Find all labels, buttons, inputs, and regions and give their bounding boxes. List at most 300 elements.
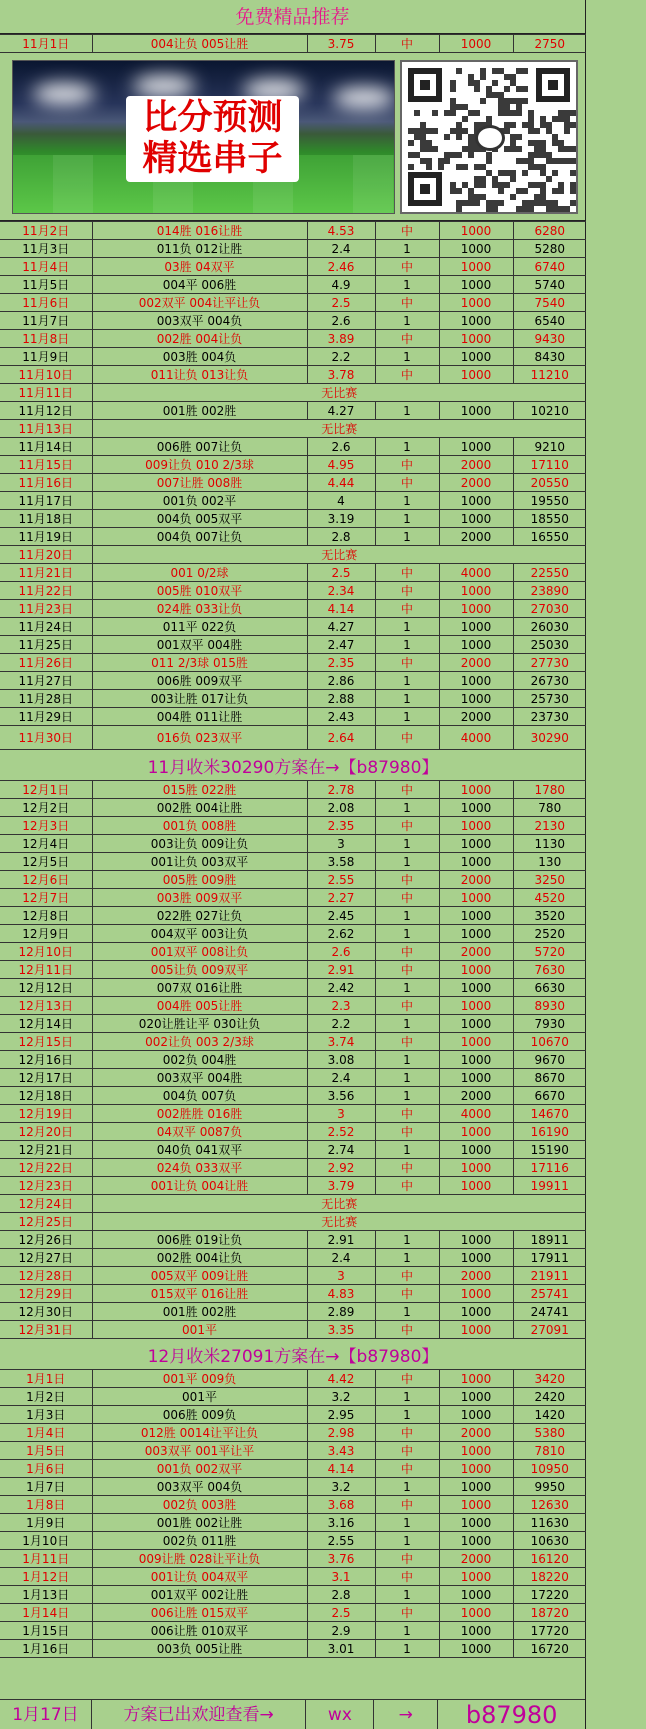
- odds-cell: 2.98: [307, 1424, 375, 1442]
- pick-cell: 001平 009负: [92, 1370, 307, 1388]
- total-cell: 10950: [513, 1460, 586, 1478]
- result-cell: 中: [375, 1123, 439, 1141]
- result-cell: 1: [375, 1406, 439, 1424]
- table-row: [0, 240, 586, 258]
- stake-cell: 1000: [439, 1460, 513, 1478]
- odds-cell: 2.4: [307, 1249, 375, 1267]
- odds-cell: 2.92: [307, 1159, 375, 1177]
- table-row: [0, 402, 586, 420]
- stake-cell: 1000: [439, 330, 513, 348]
- date-cell: 1月7日: [0, 1478, 92, 1496]
- date-cell: 11月3日: [0, 240, 92, 258]
- date-cell: 12月18日: [0, 1087, 92, 1105]
- result-cell: 1: [375, 1141, 439, 1159]
- result-cell: 中: [375, 961, 439, 979]
- table-row: [0, 1285, 586, 1303]
- pick-cell: 003胜 004负: [92, 348, 307, 366]
- stake-cell: 1000: [439, 1285, 513, 1303]
- odds-cell: 3.08: [307, 1051, 375, 1069]
- odds-cell: 2.6: [307, 438, 375, 456]
- stake-cell: 1000: [439, 1321, 513, 1339]
- total-cell: 8930: [513, 997, 586, 1015]
- date-cell: 1月13日: [0, 1586, 92, 1604]
- pick-cell: 024胜 033让负: [92, 600, 307, 618]
- odds-cell: 3.75: [307, 35, 375, 53]
- pick-cell: 001双平 002让胜: [92, 1586, 307, 1604]
- table-row: [0, 1478, 586, 1496]
- stake-cell: 1000: [439, 1604, 513, 1622]
- stake-cell: 1000: [439, 781, 513, 799]
- promo-banner: [0, 53, 585, 221]
- odds-cell: 2.6: [307, 943, 375, 961]
- date-cell: 12月5日: [0, 853, 92, 871]
- date-cell: 12月12日: [0, 979, 92, 997]
- result-cell: 中: [375, 1496, 439, 1514]
- banner-text-2: 精选串子: [142, 139, 283, 179]
- odds-cell: 4.27: [307, 618, 375, 636]
- odds-cell: 3.16: [307, 1514, 375, 1532]
- pick-cell: 003负 005让胜: [92, 1640, 307, 1658]
- pick-cell: 003双平 004负: [92, 1478, 307, 1496]
- odds-cell: 2.64: [307, 726, 375, 750]
- date-cell: 11月19日: [0, 528, 92, 546]
- date-cell: 1月2日: [0, 1388, 92, 1406]
- result-cell: 1: [375, 907, 439, 925]
- pick-cell: 007让胜 008胜: [92, 474, 307, 492]
- total-cell: 26730: [513, 672, 586, 690]
- pick-cell: 03胜 04双平: [92, 258, 307, 276]
- odds-cell: 4.14: [307, 600, 375, 618]
- pick-cell: 016负 023双平: [92, 726, 307, 750]
- table-row: [0, 1159, 586, 1177]
- pick-cell: 009让负 010 2/3球: [92, 456, 307, 474]
- date-cell: 11月26日: [0, 654, 92, 672]
- table-row: [0, 726, 586, 750]
- odds-cell: 2.34: [307, 582, 375, 600]
- pick-cell: 003双平 001平让平: [92, 1442, 307, 1460]
- result-cell: 中: [375, 1550, 439, 1568]
- date-cell: 11月5日: [0, 276, 92, 294]
- table-row: [0, 420, 586, 438]
- odds-cell: 2.62: [307, 925, 375, 943]
- result-cell: 1: [375, 1622, 439, 1640]
- result-cell: 中: [375, 564, 439, 582]
- pick-cell: 006胜 009双平: [92, 672, 307, 690]
- total-cell: 10210: [513, 402, 586, 420]
- total-cell: 25741: [513, 1285, 586, 1303]
- stake-cell: 1000: [439, 1442, 513, 1460]
- table-row: [0, 1406, 586, 1424]
- date-cell: 11月24日: [0, 618, 92, 636]
- date-cell: 1月4日: [0, 1424, 92, 1442]
- date-cell: 12月16日: [0, 1051, 92, 1069]
- stake-cell: 2000: [439, 943, 513, 961]
- table-row: [0, 817, 586, 835]
- table-row: [0, 853, 586, 871]
- total-cell: 27730: [513, 654, 586, 672]
- stake-cell: 1000: [439, 1406, 513, 1424]
- footer-text: 方案已出欢迎查看→: [92, 1700, 307, 1729]
- table-row: [0, 997, 586, 1015]
- odds-cell: 2.43: [307, 708, 375, 726]
- odds-cell: 2.42: [307, 979, 375, 997]
- stake-cell: 1000: [439, 1586, 513, 1604]
- odds-cell: 2.47: [307, 636, 375, 654]
- no-match-cell: 无比赛: [92, 1213, 586, 1231]
- total-cell: 8430: [513, 348, 586, 366]
- total-cell: 17720: [513, 1622, 586, 1640]
- table-row: [0, 799, 586, 817]
- pick-cell: 001双平 008让负: [92, 943, 307, 961]
- total-cell: 5720: [513, 943, 586, 961]
- result-cell: 1: [375, 1586, 439, 1604]
- pick-cell: 006让胜 010双平: [92, 1622, 307, 1640]
- date-cell: 12月3日: [0, 817, 92, 835]
- odds-cell: 2.5: [307, 1604, 375, 1622]
- total-cell: 19550: [513, 492, 586, 510]
- total-cell: 18220: [513, 1568, 586, 1586]
- date-cell: 1月11日: [0, 1550, 92, 1568]
- table-row: [0, 672, 586, 690]
- pick-cell: 001胜 002胜: [92, 402, 307, 420]
- table-row: [0, 889, 586, 907]
- total-cell: 5280: [513, 240, 586, 258]
- stake-cell: 1000: [439, 1123, 513, 1141]
- stake-cell: 1000: [439, 889, 513, 907]
- pick-cell: 001负 008胜: [92, 817, 307, 835]
- table-row: [0, 1496, 586, 1514]
- date-cell: 11月2日: [0, 222, 92, 240]
- total-cell: 17110: [513, 456, 586, 474]
- odds-cell: 2.5: [307, 294, 375, 312]
- result-cell: 中: [375, 1105, 439, 1123]
- result-cell: 中: [375, 222, 439, 240]
- table-row: [0, 1388, 586, 1406]
- pick-cell: 001 0/2球: [92, 564, 307, 582]
- total-cell: 11210: [513, 366, 586, 384]
- result-cell: 中: [375, 1033, 439, 1051]
- odds-cell: 2.4: [307, 240, 375, 258]
- odds-cell: 3.76: [307, 1550, 375, 1568]
- date-cell: 11月21日: [0, 564, 92, 582]
- odds-cell: 3.68: [307, 1496, 375, 1514]
- stake-cell: 1000: [439, 348, 513, 366]
- pick-cell: 002负 003胜: [92, 1496, 307, 1514]
- total-cell: 27030: [513, 600, 586, 618]
- date-cell: 12月28日: [0, 1267, 92, 1285]
- pick-cell: 005双平 009让胜: [92, 1267, 307, 1285]
- result-cell: 中: [375, 582, 439, 600]
- date-cell: 12月9日: [0, 925, 92, 943]
- result-cell: 1: [375, 1514, 439, 1532]
- result-cell: 中: [375, 1321, 439, 1339]
- pick-cell: 015胜 022胜: [92, 781, 307, 799]
- total-cell: 5740: [513, 276, 586, 294]
- odds-cell: 2.6: [307, 312, 375, 330]
- date-cell: 11月9日: [0, 348, 92, 366]
- pick-cell: 024负 033双平: [92, 1159, 307, 1177]
- date-cell: 1月9日: [0, 1514, 92, 1532]
- stake-cell: 1000: [439, 276, 513, 294]
- total-cell: 6630: [513, 979, 586, 997]
- date-cell: 12月20日: [0, 1123, 92, 1141]
- date-cell: 11月13日: [0, 420, 92, 438]
- stake-cell: 1000: [439, 258, 513, 276]
- date-cell: 11月20日: [0, 546, 92, 564]
- result-cell: 中: [375, 781, 439, 799]
- odds-cell: 2.35: [307, 817, 375, 835]
- table-row: [0, 222, 586, 240]
- total-cell: 7540: [513, 294, 586, 312]
- total-cell: 27091: [513, 1321, 586, 1339]
- result-cell: 1: [375, 312, 439, 330]
- odds-cell: 3.19: [307, 510, 375, 528]
- result-cell: 1: [375, 492, 439, 510]
- pick-cell: 002负 011胜: [92, 1532, 307, 1550]
- result-cell: 1: [375, 276, 439, 294]
- pick-cell: 015双平 016让胜: [92, 1285, 307, 1303]
- table-row: [0, 1069, 586, 1087]
- total-cell: 3250: [513, 871, 586, 889]
- stake-cell: 1000: [439, 997, 513, 1015]
- odds-cell: 4.44: [307, 474, 375, 492]
- odds-cell: 4.53: [307, 222, 375, 240]
- stake-cell: 2000: [439, 871, 513, 889]
- result-cell: 中: [375, 726, 439, 750]
- table-row: [0, 1321, 586, 1339]
- result-cell: 中: [375, 1159, 439, 1177]
- pick-cell: 011 2/3球 015胜: [92, 654, 307, 672]
- table-row: [0, 1177, 586, 1195]
- table-row: [0, 1303, 586, 1321]
- pick-cell: 04双平 0087负: [92, 1123, 307, 1141]
- stake-cell: 1000: [439, 1622, 513, 1640]
- date-cell: 1月14日: [0, 1604, 92, 1622]
- november-summary: 11月收米30290方案在→【b87980】: [0, 750, 586, 781]
- total-cell: 23890: [513, 582, 586, 600]
- total-cell: 12630: [513, 1496, 586, 1514]
- stake-cell: 1000: [439, 366, 513, 384]
- odds-cell: 2.89: [307, 1303, 375, 1321]
- pick-cell: 003胜 009双平: [92, 889, 307, 907]
- table-row: [0, 1033, 586, 1051]
- total-cell: 19911: [513, 1177, 586, 1195]
- table-row: [0, 35, 586, 53]
- pick-cell: 002胜 004让胜: [92, 799, 307, 817]
- table-row: [0, 1586, 586, 1604]
- date-cell: 1月12日: [0, 1568, 92, 1586]
- stake-cell: 1000: [439, 1478, 513, 1496]
- footer-arrow: →: [374, 1700, 438, 1729]
- pick-cell: 001平: [92, 1321, 307, 1339]
- date-cell: 1月3日: [0, 1406, 92, 1424]
- table-row: [0, 1640, 586, 1658]
- date-cell: 11月14日: [0, 438, 92, 456]
- odds-cell: 3.01: [307, 1640, 375, 1658]
- stake-cell: 1000: [439, 35, 513, 53]
- stake-cell: 1000: [439, 1640, 513, 1658]
- stake-cell: 1000: [439, 1141, 513, 1159]
- result-cell: 中: [375, 1568, 439, 1586]
- pick-cell: 003让胜 017让负: [92, 690, 307, 708]
- result-cell: 中: [375, 258, 439, 276]
- table-row: [0, 708, 586, 726]
- total-cell: 25030: [513, 636, 586, 654]
- total-cell: 10670: [513, 1033, 586, 1051]
- total-cell: 9950: [513, 1478, 586, 1496]
- total-cell: 9430: [513, 330, 586, 348]
- table-row: [0, 1249, 586, 1267]
- table-row: [0, 1460, 586, 1478]
- table-row: [0, 1267, 586, 1285]
- date-cell: 11月30日: [0, 726, 92, 750]
- total-cell: 26030: [513, 618, 586, 636]
- pick-cell: 020让胜让平 030让负: [92, 1015, 307, 1033]
- date-cell: 1月5日: [0, 1442, 92, 1460]
- pick-cell: 004胜 011让胜: [92, 708, 307, 726]
- odds-cell: 2.88: [307, 690, 375, 708]
- total-cell: 9210: [513, 438, 586, 456]
- pick-cell: 003让负 009让负: [92, 835, 307, 853]
- odds-cell: 2.27: [307, 889, 375, 907]
- odds-cell: 2.74: [307, 1141, 375, 1159]
- date-cell: 12月11日: [0, 961, 92, 979]
- pick-cell: 002双平 004让平让负: [92, 294, 307, 312]
- stake-cell: 1000: [439, 1370, 513, 1388]
- result-cell: 1: [375, 438, 439, 456]
- odds-cell: 3.2: [307, 1388, 375, 1406]
- total-cell: 23730: [513, 708, 586, 726]
- pick-cell: 011让负 013让负: [92, 366, 307, 384]
- table-row: [0, 330, 586, 348]
- table-row: [0, 1424, 586, 1442]
- pick-cell: 006胜 009负: [92, 1406, 307, 1424]
- table-row: [0, 1195, 586, 1213]
- total-cell: 1780: [513, 781, 586, 799]
- table-row: [0, 1370, 586, 1388]
- pick-cell: 004负 007让负: [92, 528, 307, 546]
- total-cell: 16120: [513, 1550, 586, 1568]
- odds-cell: 3.56: [307, 1087, 375, 1105]
- odds-cell: 3.79: [307, 1177, 375, 1195]
- stake-cell: 2000: [439, 654, 513, 672]
- table-row: [0, 348, 586, 366]
- result-cell: 1: [375, 1640, 439, 1658]
- table-row: [0, 1442, 586, 1460]
- stake-cell: 1000: [439, 240, 513, 258]
- pick-cell: 001负 002平: [92, 492, 307, 510]
- table-row: [0, 1550, 586, 1568]
- result-cell: 1: [375, 1532, 439, 1550]
- stake-cell: 1000: [439, 853, 513, 871]
- table-row: [0, 618, 586, 636]
- stake-cell: 1000: [439, 402, 513, 420]
- stake-cell: 1000: [439, 492, 513, 510]
- total-cell: 24741: [513, 1303, 586, 1321]
- date-cell: 12月15日: [0, 1033, 92, 1051]
- result-cell: 中: [375, 600, 439, 618]
- result-cell: 1: [375, 690, 439, 708]
- stake-cell: 1000: [439, 979, 513, 997]
- pick-cell: 002胜 004让负: [92, 330, 307, 348]
- date-cell: 1月15日: [0, 1622, 92, 1640]
- date-cell: 1月8日: [0, 1496, 92, 1514]
- result-cell: 中: [375, 654, 439, 672]
- pick-cell: 004负 007负: [92, 1087, 307, 1105]
- result-cell: 中: [375, 889, 439, 907]
- odds-cell: 4.95: [307, 456, 375, 474]
- total-cell: 18550: [513, 510, 586, 528]
- table-row: [0, 312, 586, 330]
- result-cell: 1: [375, 1087, 439, 1105]
- date-cell: 12月10日: [0, 943, 92, 961]
- result-cell: 中: [375, 1285, 439, 1303]
- result-cell: 中: [375, 1370, 439, 1388]
- result-cell: 1: [375, 1069, 439, 1087]
- date-cell: 12月14日: [0, 1015, 92, 1033]
- stake-cell: 2000: [439, 708, 513, 726]
- stake-cell: 1000: [439, 1249, 513, 1267]
- result-cell: 1: [375, 402, 439, 420]
- stake-cell: 1000: [439, 1388, 513, 1406]
- total-cell: 16720: [513, 1640, 586, 1658]
- result-cell: 1: [375, 528, 439, 546]
- stake-cell: 1000: [439, 1159, 513, 1177]
- total-cell: 6280: [513, 222, 586, 240]
- december-summary: 12月收米27091方案在→【b87980】: [0, 1339, 586, 1370]
- result-cell: 1: [375, 708, 439, 726]
- qr-code-icon: [400, 60, 578, 214]
- total-cell: 16190: [513, 1123, 586, 1141]
- pick-cell: 005胜 010双平: [92, 582, 307, 600]
- pick-cell: 001负 002双平: [92, 1460, 307, 1478]
- table-row: [0, 636, 586, 654]
- table-row: [0, 943, 586, 961]
- table-row: [0, 1604, 586, 1622]
- odds-cell: 2.55: [307, 871, 375, 889]
- stake-cell: 1000: [439, 1532, 513, 1550]
- result-cell: 1: [375, 348, 439, 366]
- pick-cell: 005让负 009双平: [92, 961, 307, 979]
- odds-cell: 3.1: [307, 1568, 375, 1586]
- pick-cell: 011平 022负: [92, 618, 307, 636]
- date-cell: 12月1日: [0, 781, 92, 799]
- stake-cell: 4000: [439, 726, 513, 750]
- total-cell: 14670: [513, 1105, 586, 1123]
- result-cell: 1: [375, 636, 439, 654]
- total-cell: 21911: [513, 1267, 586, 1285]
- footer-id: b87980: [465, 1700, 558, 1729]
- date-cell: 12月4日: [0, 835, 92, 853]
- odds-cell: 2.45: [307, 907, 375, 925]
- stake-cell: 1000: [439, 582, 513, 600]
- result-cell: 中: [375, 366, 439, 384]
- total-cell: 16550: [513, 528, 586, 546]
- table-row: [0, 1213, 586, 1231]
- odds-cell: 2.52: [307, 1123, 375, 1141]
- pick-cell: 022胜 027让负: [92, 907, 307, 925]
- total-cell: 20550: [513, 474, 586, 492]
- result-cell: 中: [375, 1424, 439, 1442]
- result-cell: 中: [375, 35, 439, 53]
- odds-cell: 2.08: [307, 799, 375, 817]
- stake-cell: 2000: [439, 1424, 513, 1442]
- date-cell: 11月6日: [0, 294, 92, 312]
- stake-cell: 1000: [439, 690, 513, 708]
- wechat-logo-icon: [475, 125, 505, 151]
- pick-cell: 040负 041双平: [92, 1141, 307, 1159]
- result-cell: 1: [375, 510, 439, 528]
